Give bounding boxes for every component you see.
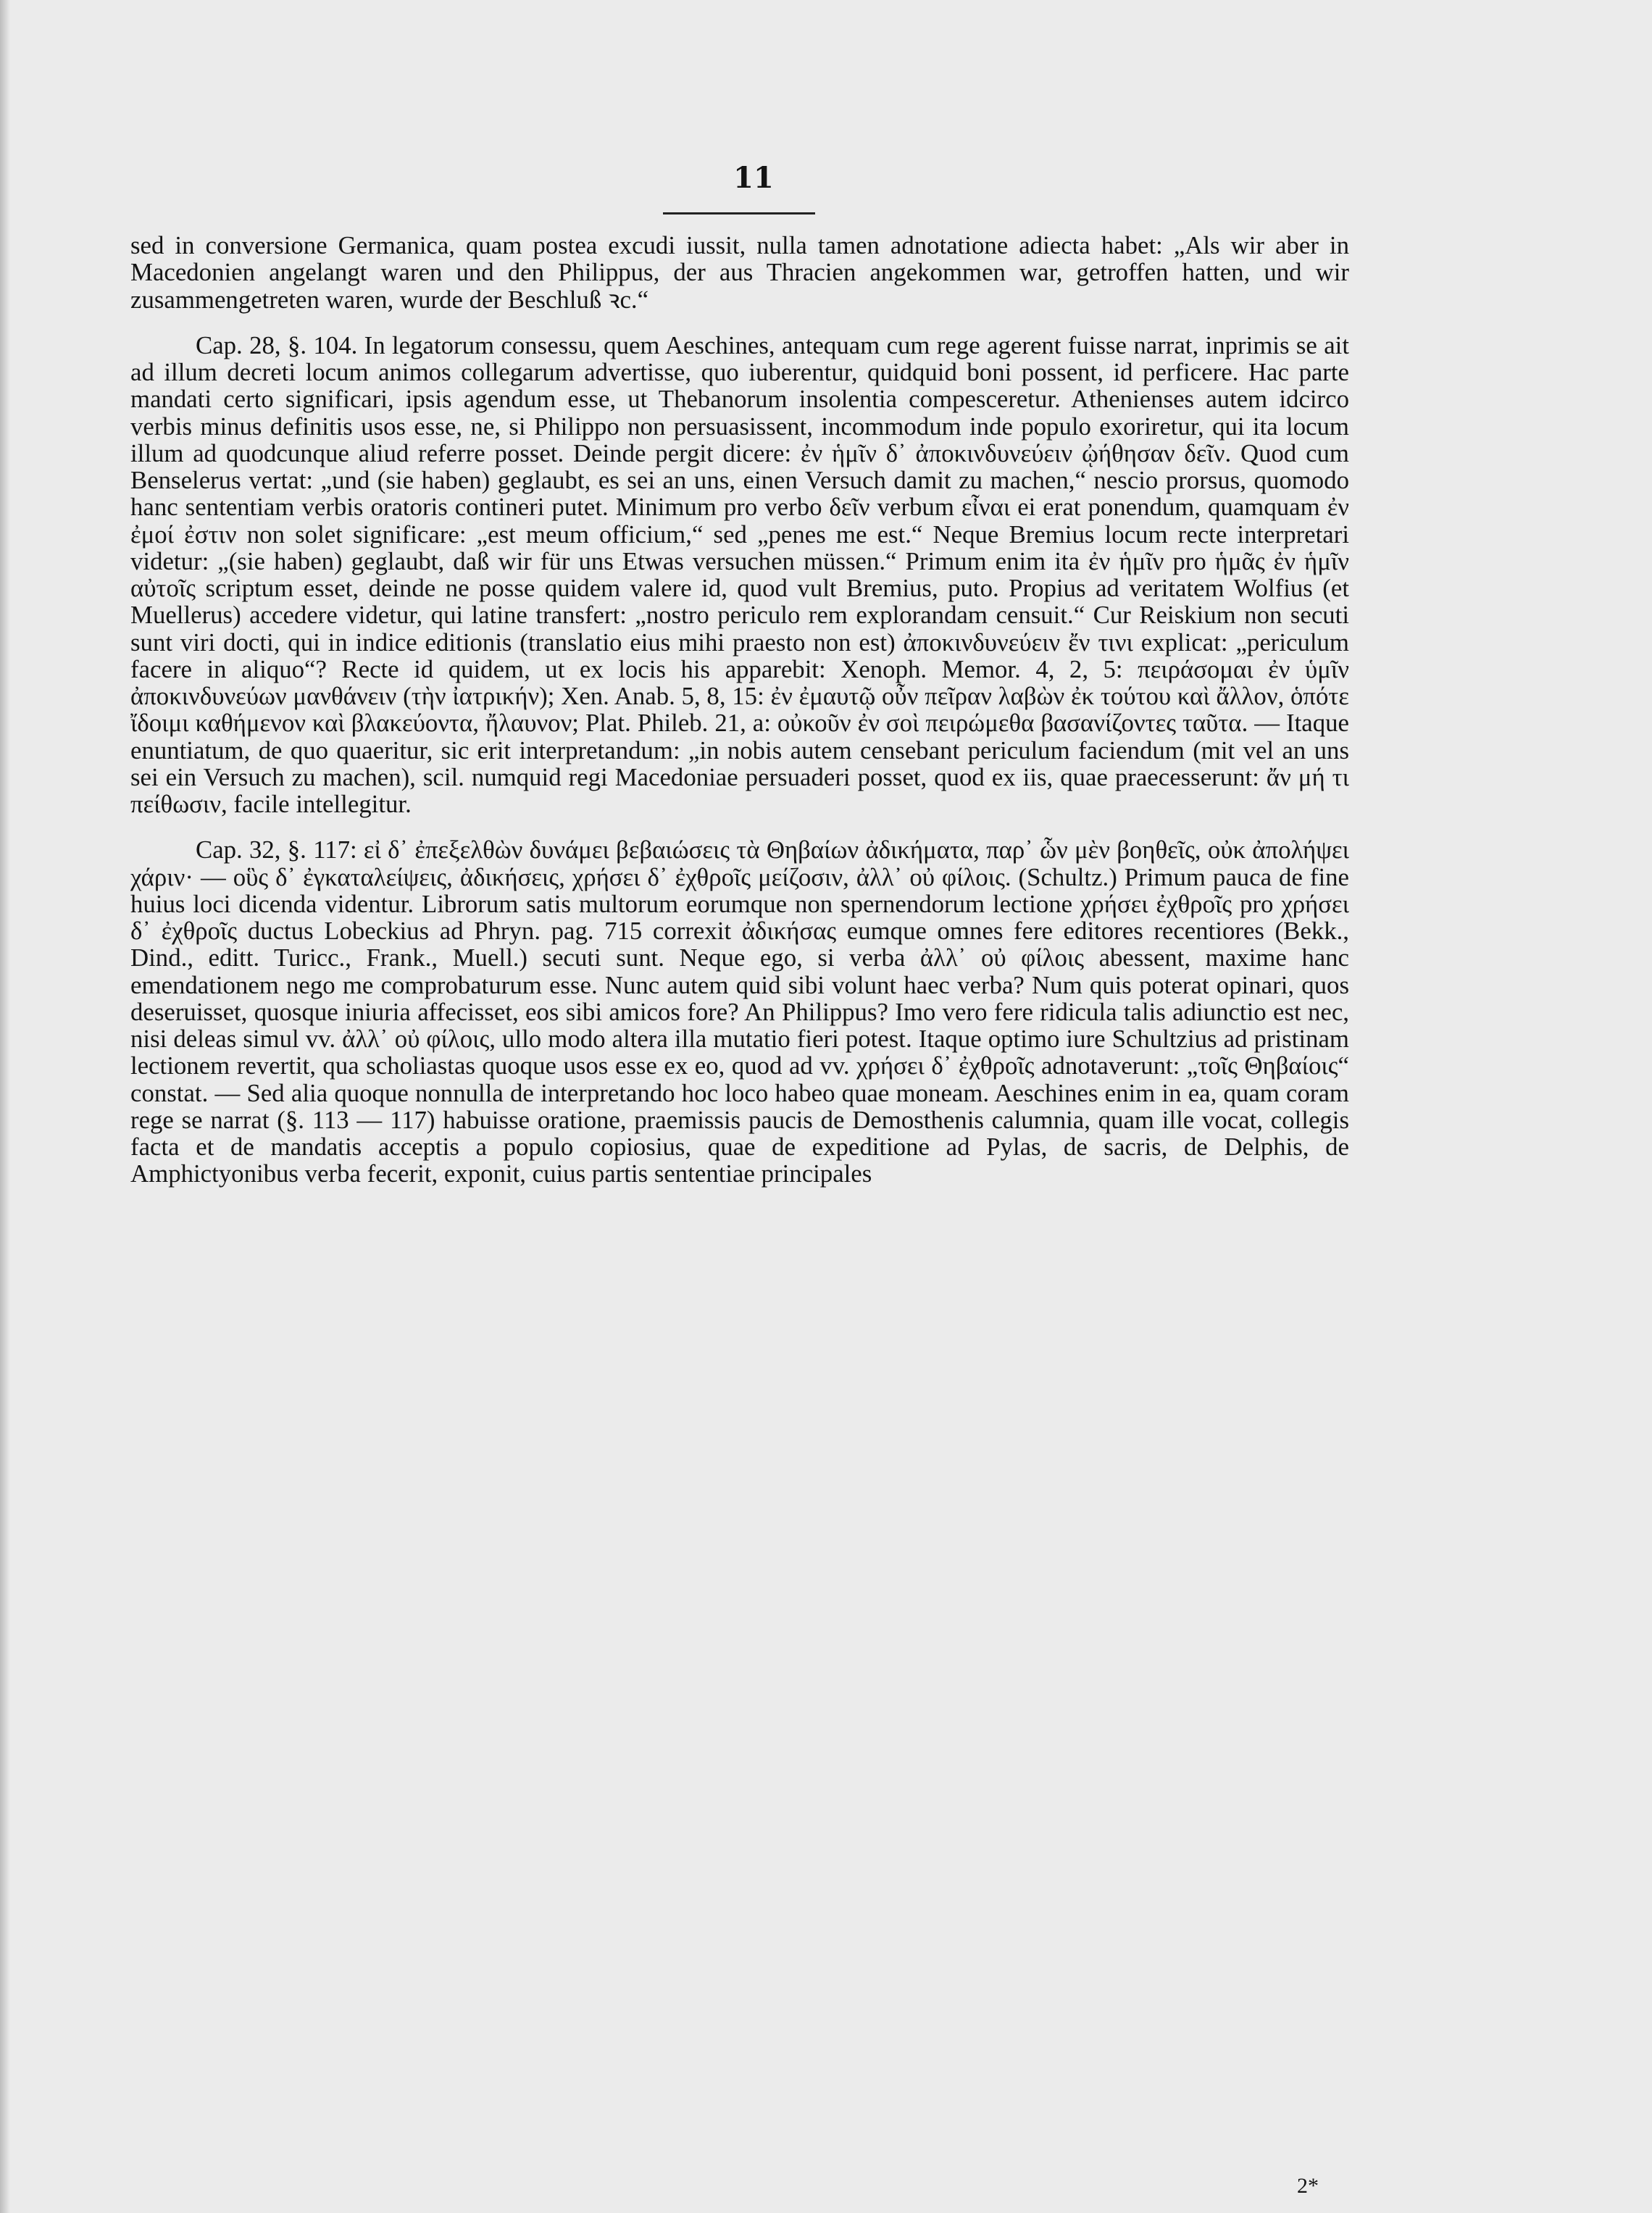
signature-mark: 2*	[1297, 2174, 1319, 2198]
body-text	[130, 232, 1349, 1188]
page-number-rule	[663, 212, 815, 214]
paragraph-continuation: sed in conversione Germanica, quam postea excudi iussit, nulla tamen adnotatione adiecta habet: „Als wir aber in Macedonien angelangt waren und den Philippus, der aus Thracien angekommen war, getroffen hatten, und wir zusammengetreten waren, wurde der Beschluß ꝛc.“	[130, 231, 1349, 314]
page-number: 11	[733, 161, 774, 195]
paragraph-cap-32: Cap. 32, §. 117: εἰ δ᾽ ἐπεξελθὼν δυνάμει βεβαιώσεις τὰ Θηβαίων ἀδικήματα, παρ᾽ ὧν μὲν βοηθεῖς, οὐκ ἀπολήψει χάριν· — οὓς δ᾽ ἐγκαταλείψεις, ἀδικήσεις, χρήσει δ᾽ ἐχθροῖς μείζοσιν, ἀλλ᾽ οὐ φίλοις. (Schultz.) Primum pauca de fine huius loci dicenda videntur. Librorum satis multorum eorumque non spernendorum lectione χρήσει ἐχθροῖς pro χρήσει δ᾽ ἐχθροῖς ductus Lobeckius ad Phryn. pag. 715 correxit ἀδικήσας eumque omnes fere editores recentiores (Bekk., Dind., editt. Turicc., Frank., Muell.) secuti sunt. Neque ego, si verba ἀλλ᾽ οὐ φίλοις abessent, maxime hanc emendationem nego me comprobaturum esse. Nunc autem quid sibi volunt haec verba? Num quis poterat opinari, quos deseruisset, quosque iniuria affecisset, eos sibi amicos fore? An Philippus? Imo vero fere ridicula talis adiunctio est nec, nisi deleas simul vv. ἀλλ᾽ οὐ φίλοις, ullo modo altera illa mutatio fieri potest. Itaque optimo iure Schultzius ad pristinam lectionem revertit, qua scholiastas quoque usos esse ex eo, quod ad vv. χρήσει δ᾽ ἐχθροῖς adnotaverunt: „τοῖς Θηβαίοις“ constat. — Sed alia quoque nonnulla de interpretando hoc loco habeo quae moneam. Aeschines enim in ea, quam coram rege se narrat (§. 113 — 117) habuisse oratione, praemissis paucis de Demosthenis calumnia, quam ille vocat, collegis facta et de mandatis acceptis a populo copiosius, quae de expeditione ad Pylas, de sacris, de Delphis, de Amphictyonibus verba fecerit, exponit, cuius partis sententiae principales	[130, 835, 1349, 1188]
paragraph-cap-28: Cap. 28, §. 104. In legatorum consessu, quem Aeschines, antequam cum rege agerent fuisse narrat, inprimis se ait ad illum decreti locum animos collegarum advertisse, quo iuberentur, quidquid boni possent, id perficere. Hac parte mandati certo significari, ipsis agendum esse, ut Thebanorum insolentia compesceretur. Athenienses autem idcirco verbis minus definitis usos esse, ne, si Philippo non persuasissent, incommodum inde populo exoriretur, qui ita locum illum ad quodcunque aliud referre posset. Deinde pergit dicere: ἐν ἡμῖν δ᾽ ἀποκινδυνεύειν ᾠήθησαν δεῖν. Quod cum Benselerus vertat: „und (sie haben) geglaubt, es sei an uns, einen Versuch damit zu machen,“ nescio prorsus, quomodo hanc sententiam verbis oratoris contineri putet. Minimum pro verbo δεῖν verbum εἶναι ei erat ponendum, quamquam ἐν ἐμοί ἐστιν non solet significare: „est meum officium,“ sed „penes me est.“ Neque Bremius locum recte interpretari videtur: „(sie haben) geglaubt, daß wir für uns Etwas versuchen müssen.“ Primum enim ita ἐν ἡμῖν pro ἡμᾶς ἐν ἡμῖν αὐτοῖς scriptum esset, deinde ne posse quidem valere id, quod vult Bremius, puto. Propius ad veritatem Wolfius (et Muellerus) accedere videtur, qui latine transfert: „nostro periculo rem explorandam censuit.“ Cur Reiskium non secuti sunt viri docti, qui in indice editionis (translatio eius mihi praesto non est) ἀποκινδυνεύειν ἔν τινι explicat: „periculum facere in aliquo“? Recte id quidem, ut ex locis his apparebit: Xenoph. Memor. 4, 2, 5: πειράσομαι ἐν ὑμῖν ἀποκινδυνεύων μανθάνειν (τὴν ἰατρικήν); Xen. Anab. 5, 8, 15: ἐν ἐμαυτῷ οὖν πεῖραν λαβὼν ἐκ τούτου καὶ ἄλλον, ὁπότε ἴδοιμι καθήμενον καὶ βλακεύοντα, ἤλαυνον; Plat. Phileb. 21, a: οὐκοῦν ἐν σοὶ πειρώμεθα βασανίζοντες ταῦτα. — Itaque enuntiatum, de quo quaeritur, sic erit interpretandum: „in nobis autem censebant periculum faciendum (mit vel an uns sei ein Versuch zu machen), scil. numquid regi Macedoniae persuaderi posset, quod ex iis, quae praecesserunt: ἄν μή τι πείθωσιν, facile intellegitur.	[130, 330, 1349, 818]
